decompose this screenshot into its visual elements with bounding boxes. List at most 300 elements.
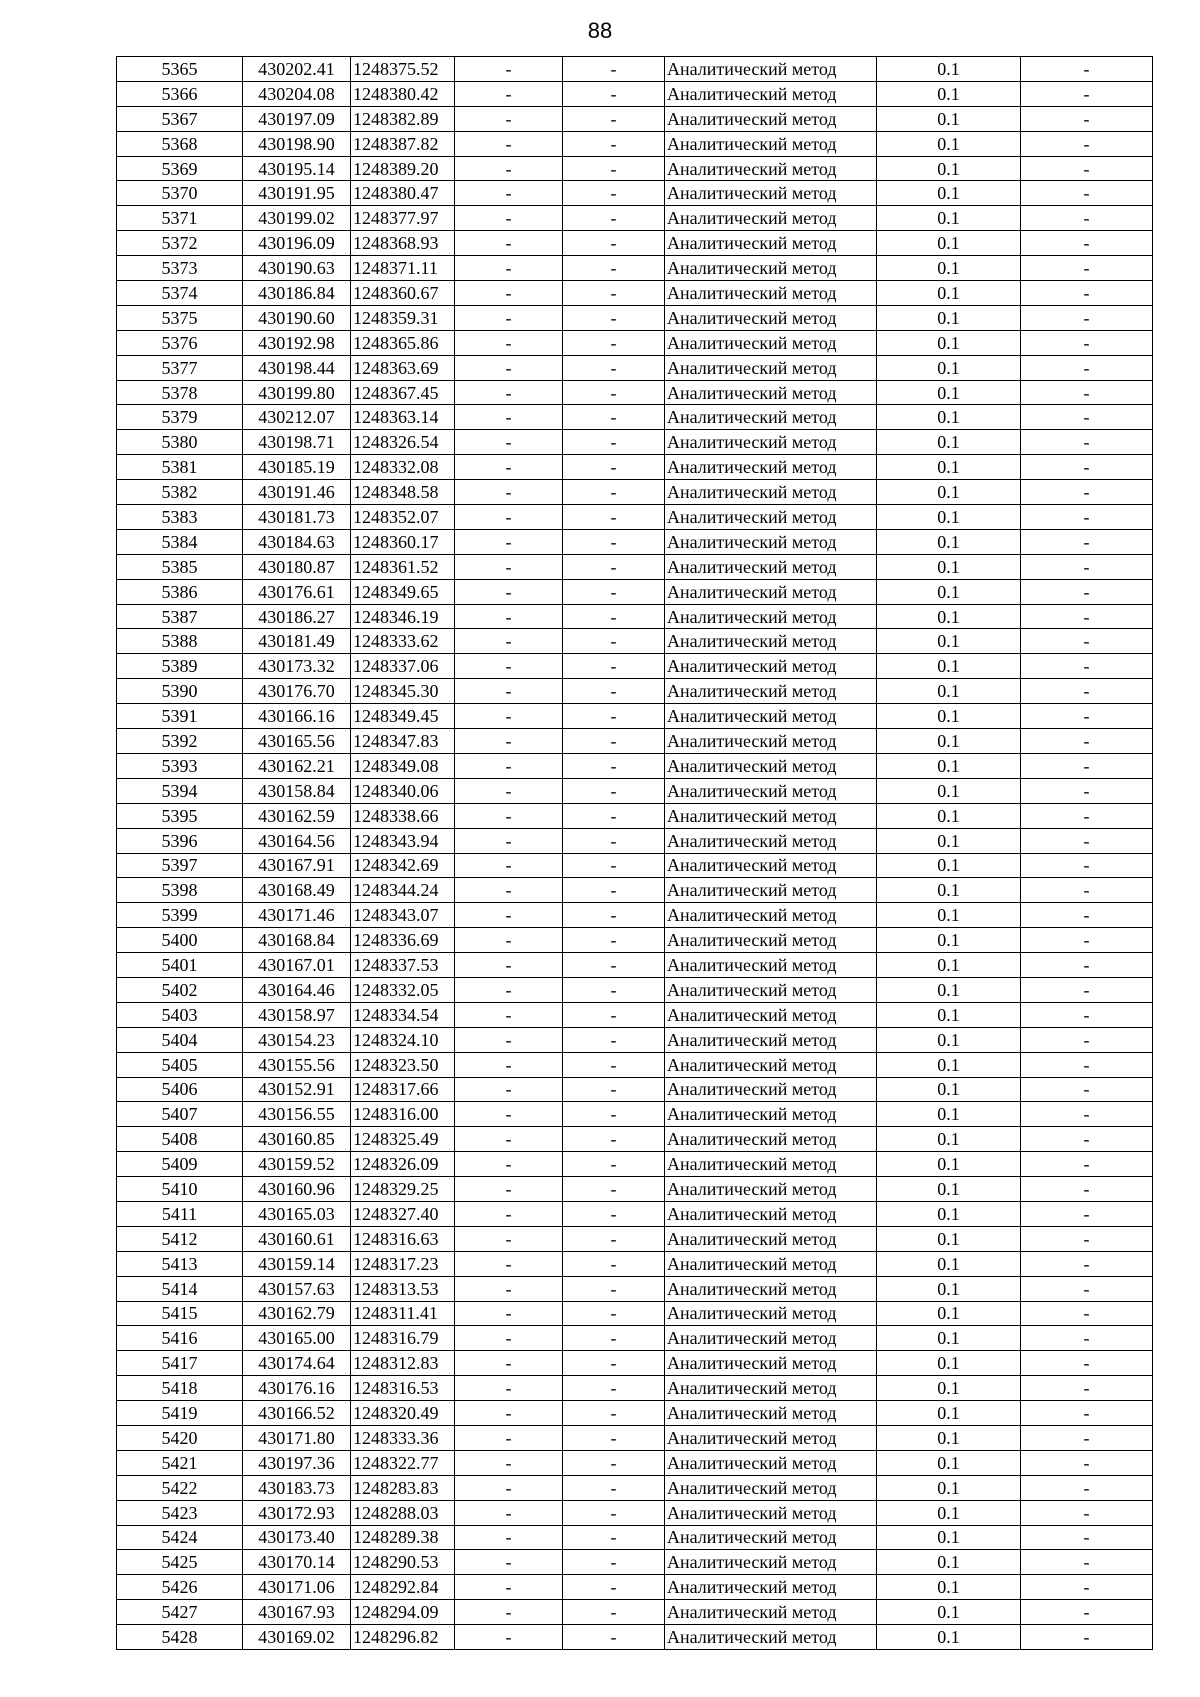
dash-cell: - <box>563 977 665 1002</box>
accuracy-cell: 0.1 <box>877 1002 1021 1027</box>
dash-cell: - <box>1021 380 1153 405</box>
dash-cell: - <box>563 803 665 828</box>
dash-cell: - <box>455 480 563 505</box>
dash-cell: - <box>455 753 563 778</box>
x-coordinate-cell: 430165.03 <box>243 1201 351 1226</box>
table-row <box>117 1525 1153 1550</box>
point-number-cell: 5397 <box>117 853 243 878</box>
dash-cell: - <box>563 1102 665 1127</box>
point-number-cell: 5405 <box>117 1052 243 1077</box>
y-coordinate-cell: 1248360.67 <box>351 281 455 306</box>
y-coordinate-cell: 1248349.65 <box>351 579 455 604</box>
dash-cell: - <box>1021 405 1153 430</box>
point-number-cell: 5408 <box>117 1127 243 1152</box>
dash-cell: - <box>1021 106 1153 131</box>
x-coordinate-cell: 430162.59 <box>243 803 351 828</box>
y-coordinate-cell: 1248377.97 <box>351 206 455 231</box>
dash-cell: - <box>563 1201 665 1226</box>
table-row <box>117 853 1153 878</box>
x-coordinate-cell: 430176.70 <box>243 679 351 704</box>
dash-cell: - <box>563 529 665 554</box>
method-cell: Аналитический метод <box>665 1500 877 1525</box>
x-coordinate-cell: 430158.97 <box>243 1002 351 1027</box>
dash-cell: - <box>1021 355 1153 380</box>
dash-cell: - <box>563 355 665 380</box>
method-cell: Аналитический метод <box>665 305 877 330</box>
accuracy-cell: 0.1 <box>877 231 1021 256</box>
x-coordinate-cell: 430167.93 <box>243 1600 351 1625</box>
accuracy-cell: 0.1 <box>877 1326 1021 1351</box>
dash-cell: - <box>455 903 563 928</box>
method-cell: Аналитический метод <box>665 1177 877 1202</box>
dash-cell: - <box>455 1027 563 1052</box>
accuracy-cell: 0.1 <box>877 1475 1021 1500</box>
accuracy-cell: 0.1 <box>877 1625 1021 1650</box>
dash-cell: - <box>563 131 665 156</box>
dash-cell: - <box>455 1525 563 1550</box>
dash-cell: - <box>1021 1575 1153 1600</box>
method-cell: Аналитический метод <box>665 455 877 480</box>
method-cell: Аналитический метод <box>665 1450 877 1475</box>
x-coordinate-cell: 430181.49 <box>243 629 351 654</box>
table-row <box>117 256 1153 281</box>
method-cell: Аналитический метод <box>665 1251 877 1276</box>
point-number-cell: 5398 <box>117 878 243 903</box>
y-coordinate-cell: 1248296.82 <box>351 1625 455 1650</box>
table-row <box>117 1575 1153 1600</box>
accuracy-cell: 0.1 <box>877 206 1021 231</box>
point-number-cell: 5384 <box>117 529 243 554</box>
dash-cell: - <box>1021 1226 1153 1251</box>
method-cell: Аналитический метод <box>665 1525 877 1550</box>
y-coordinate-cell: 1248347.83 <box>351 729 455 754</box>
y-coordinate-cell: 1248288.03 <box>351 1500 455 1525</box>
y-coordinate-cell: 1248345.30 <box>351 679 455 704</box>
point-number-cell: 5403 <box>117 1002 243 1027</box>
x-coordinate-cell: 430180.87 <box>243 554 351 579</box>
dash-cell: - <box>1021 729 1153 754</box>
x-coordinate-cell: 430172.93 <box>243 1500 351 1525</box>
method-cell: Аналитический метод <box>665 1625 877 1650</box>
method-cell: Аналитический метод <box>665 430 877 455</box>
method-cell: Аналитический метод <box>665 953 877 978</box>
accuracy-cell: 0.1 <box>877 654 1021 679</box>
method-cell: Аналитический метод <box>665 1201 877 1226</box>
accuracy-cell: 0.1 <box>877 1401 1021 1426</box>
x-coordinate-cell: 430185.19 <box>243 455 351 480</box>
y-coordinate-cell: 1248352.07 <box>351 505 455 530</box>
method-cell: Аналитический метод <box>665 1027 877 1052</box>
dash-cell: - <box>455 1102 563 1127</box>
accuracy-cell: 0.1 <box>877 629 1021 654</box>
point-number-cell: 5379 <box>117 405 243 430</box>
x-coordinate-cell: 430162.21 <box>243 753 351 778</box>
method-cell: Аналитический метод <box>665 878 877 903</box>
dash-cell: - <box>1021 1002 1153 1027</box>
x-coordinate-cell: 430212.07 <box>243 405 351 430</box>
dash-cell: - <box>455 1625 563 1650</box>
method-cell: Аналитический метод <box>665 505 877 530</box>
y-coordinate-cell: 1248332.08 <box>351 455 455 480</box>
table-row <box>117 1301 1153 1326</box>
dash-cell: - <box>1021 1251 1153 1276</box>
table-row <box>117 1401 1153 1426</box>
y-coordinate-cell: 1248348.58 <box>351 480 455 505</box>
method-cell: Аналитический метод <box>665 729 877 754</box>
table-row <box>117 1201 1153 1226</box>
table-row <box>117 1276 1153 1301</box>
dash-cell: - <box>1021 131 1153 156</box>
point-number-cell: 5382 <box>117 480 243 505</box>
dash-cell: - <box>1021 1102 1153 1127</box>
y-coordinate-cell: 1248368.93 <box>351 231 455 256</box>
dash-cell: - <box>455 380 563 405</box>
dash-cell: - <box>1021 430 1153 455</box>
coordinates-table <box>116 56 1153 1650</box>
point-number-cell: 5367 <box>117 106 243 131</box>
table-row <box>117 1625 1153 1650</box>
table-row <box>117 505 1153 530</box>
dash-cell: - <box>1021 1525 1153 1550</box>
dash-cell: - <box>563 778 665 803</box>
dash-cell: - <box>563 679 665 704</box>
table-row <box>117 878 1153 903</box>
accuracy-cell: 0.1 <box>877 1077 1021 1102</box>
dash-cell: - <box>563 629 665 654</box>
dash-cell: - <box>455 430 563 455</box>
dash-cell: - <box>563 753 665 778</box>
dash-cell: - <box>563 1027 665 1052</box>
dash-cell: - <box>1021 1475 1153 1500</box>
dash-cell: - <box>455 529 563 554</box>
accuracy-cell: 0.1 <box>877 330 1021 355</box>
dash-cell: - <box>563 405 665 430</box>
method-cell: Аналитический метод <box>665 281 877 306</box>
method-cell: Аналитический метод <box>665 480 877 505</box>
dash-cell: - <box>455 604 563 629</box>
x-coordinate-cell: 430197.36 <box>243 1450 351 1475</box>
y-coordinate-cell: 1248323.50 <box>351 1052 455 1077</box>
table-row <box>117 1500 1153 1525</box>
accuracy-cell: 0.1 <box>877 729 1021 754</box>
dash-cell: - <box>455 1376 563 1401</box>
x-coordinate-cell: 430157.63 <box>243 1276 351 1301</box>
point-number-cell: 5380 <box>117 430 243 455</box>
point-number-cell: 5387 <box>117 604 243 629</box>
point-number-cell: 5413 <box>117 1251 243 1276</box>
dash-cell: - <box>455 81 563 106</box>
accuracy-cell: 0.1 <box>877 81 1021 106</box>
dash-cell: - <box>455 1077 563 1102</box>
point-number-cell: 5412 <box>117 1226 243 1251</box>
x-coordinate-cell: 430155.56 <box>243 1052 351 1077</box>
x-coordinate-cell: 430168.49 <box>243 878 351 903</box>
point-number-cell: 5394 <box>117 778 243 803</box>
y-coordinate-cell: 1248387.82 <box>351 131 455 156</box>
dash-cell: - <box>563 1525 665 1550</box>
dash-cell: - <box>563 156 665 181</box>
table-row <box>117 953 1153 978</box>
dash-cell: - <box>563 1351 665 1376</box>
dash-cell: - <box>563 654 665 679</box>
table-row <box>117 355 1153 380</box>
x-coordinate-cell: 430176.61 <box>243 579 351 604</box>
table-row <box>117 1475 1153 1500</box>
accuracy-cell: 0.1 <box>877 803 1021 828</box>
x-coordinate-cell: 430173.40 <box>243 1525 351 1550</box>
table-row <box>117 679 1153 704</box>
x-coordinate-cell: 430192.98 <box>243 330 351 355</box>
dash-cell: - <box>1021 1177 1153 1202</box>
accuracy-cell: 0.1 <box>877 704 1021 729</box>
point-number-cell: 5417 <box>117 1351 243 1376</box>
x-coordinate-cell: 430191.46 <box>243 480 351 505</box>
dash-cell: - <box>1021 1152 1153 1177</box>
dash-cell: - <box>563 1425 665 1450</box>
dash-cell: - <box>563 604 665 629</box>
y-coordinate-cell: 1248375.52 <box>351 57 455 82</box>
x-coordinate-cell: 430186.27 <box>243 604 351 629</box>
dash-cell: - <box>455 1301 563 1326</box>
accuracy-cell: 0.1 <box>877 131 1021 156</box>
y-coordinate-cell: 1248322.77 <box>351 1450 455 1475</box>
accuracy-cell: 0.1 <box>877 1052 1021 1077</box>
x-coordinate-cell: 430159.52 <box>243 1152 351 1177</box>
x-coordinate-cell: 430191.95 <box>243 181 351 206</box>
dash-cell: - <box>563 1251 665 1276</box>
dash-cell: - <box>563 455 665 480</box>
method-cell: Аналитический метод <box>665 778 877 803</box>
method-cell: Аналитический метод <box>665 256 877 281</box>
method-cell: Аналитический метод <box>665 903 877 928</box>
dash-cell: - <box>563 81 665 106</box>
accuracy-cell: 0.1 <box>877 355 1021 380</box>
method-cell: Аналитический метод <box>665 1052 877 1077</box>
y-coordinate-cell: 1248326.09 <box>351 1152 455 1177</box>
dash-cell: - <box>563 1326 665 1351</box>
dash-cell: - <box>455 355 563 380</box>
accuracy-cell: 0.1 <box>877 1575 1021 1600</box>
dash-cell: - <box>455 1500 563 1525</box>
y-coordinate-cell: 1248382.89 <box>351 106 455 131</box>
dash-cell: - <box>455 1251 563 1276</box>
dash-cell: - <box>1021 57 1153 82</box>
accuracy-cell: 0.1 <box>877 977 1021 1002</box>
y-coordinate-cell: 1248346.19 <box>351 604 455 629</box>
point-number-cell: 5375 <box>117 305 243 330</box>
dash-cell: - <box>563 1625 665 1650</box>
dash-cell: - <box>563 330 665 355</box>
dash-cell: - <box>455 1575 563 1600</box>
point-number-cell: 5369 <box>117 156 243 181</box>
method-cell: Аналитический метод <box>665 1301 877 1326</box>
dash-cell: - <box>563 554 665 579</box>
accuracy-cell: 0.1 <box>877 579 1021 604</box>
x-coordinate-cell: 430198.44 <box>243 355 351 380</box>
dash-cell: - <box>455 1226 563 1251</box>
x-coordinate-cell: 430165.00 <box>243 1326 351 1351</box>
table-row <box>117 57 1153 82</box>
x-coordinate-cell: 430202.41 <box>243 57 351 82</box>
accuracy-cell: 0.1 <box>877 1550 1021 1575</box>
dash-cell: - <box>563 430 665 455</box>
table-row <box>117 330 1153 355</box>
table-row <box>117 1226 1153 1251</box>
dash-cell: - <box>1021 753 1153 778</box>
point-number-cell: 5428 <box>117 1625 243 1650</box>
dash-cell: - <box>455 1177 563 1202</box>
table-row <box>117 928 1153 953</box>
dash-cell: - <box>455 1152 563 1177</box>
dash-cell: - <box>1021 1401 1153 1426</box>
accuracy-cell: 0.1 <box>877 1276 1021 1301</box>
point-number-cell: 5399 <box>117 903 243 928</box>
dash-cell: - <box>455 57 563 82</box>
method-cell: Аналитический метод <box>665 654 877 679</box>
x-coordinate-cell: 430198.71 <box>243 430 351 455</box>
dash-cell: - <box>1021 903 1153 928</box>
y-coordinate-cell: 1248316.63 <box>351 1226 455 1251</box>
table-row <box>117 181 1153 206</box>
dash-cell: - <box>455 828 563 853</box>
y-coordinate-cell: 1248327.40 <box>351 1201 455 1226</box>
dash-cell: - <box>563 281 665 306</box>
y-coordinate-cell: 1248333.62 <box>351 629 455 654</box>
accuracy-cell: 0.1 <box>877 1425 1021 1450</box>
y-coordinate-cell: 1248312.83 <box>351 1351 455 1376</box>
x-coordinate-cell: 430183.73 <box>243 1475 351 1500</box>
dash-cell: - <box>455 1425 563 1450</box>
table-row <box>117 1600 1153 1625</box>
y-coordinate-cell: 1248344.24 <box>351 878 455 903</box>
dash-cell: - <box>563 1600 665 1625</box>
y-coordinate-cell: 1248329.25 <box>351 1177 455 1202</box>
point-number-cell: 5414 <box>117 1276 243 1301</box>
dash-cell: - <box>455 579 563 604</box>
table-row <box>117 156 1153 181</box>
point-number-cell: 5424 <box>117 1525 243 1550</box>
dash-cell: - <box>1021 181 1153 206</box>
dash-cell: - <box>455 554 563 579</box>
table-row <box>117 704 1153 729</box>
dash-cell: - <box>1021 704 1153 729</box>
dash-cell: - <box>1021 81 1153 106</box>
point-number-cell: 5370 <box>117 181 243 206</box>
dash-cell: - <box>1021 1127 1153 1152</box>
point-number-cell: 5426 <box>117 1575 243 1600</box>
table-row <box>117 604 1153 629</box>
table-row <box>117 1376 1153 1401</box>
x-coordinate-cell: 430199.80 <box>243 380 351 405</box>
method-cell: Аналитический метод <box>665 330 877 355</box>
method-cell: Аналитический метод <box>665 1276 877 1301</box>
y-coordinate-cell: 1248367.45 <box>351 380 455 405</box>
point-number-cell: 5389 <box>117 654 243 679</box>
method-cell: Аналитический метод <box>665 679 877 704</box>
dash-cell: - <box>455 405 563 430</box>
dash-cell: - <box>455 1475 563 1500</box>
point-number-cell: 5421 <box>117 1450 243 1475</box>
method-cell: Аналитический метод <box>665 156 877 181</box>
method-cell: Аналитический метод <box>665 355 877 380</box>
x-coordinate-cell: 430171.06 <box>243 1575 351 1600</box>
dash-cell: - <box>1021 1077 1153 1102</box>
dash-cell: - <box>1021 629 1153 654</box>
dash-cell: - <box>455 1326 563 1351</box>
accuracy-cell: 0.1 <box>877 1102 1021 1127</box>
x-coordinate-cell: 430168.84 <box>243 928 351 953</box>
dash-cell: - <box>563 1127 665 1152</box>
x-coordinate-cell: 430159.14 <box>243 1251 351 1276</box>
method-cell: Аналитический метод <box>665 1575 877 1600</box>
dash-cell: - <box>563 256 665 281</box>
x-coordinate-cell: 430184.63 <box>243 529 351 554</box>
x-coordinate-cell: 430196.09 <box>243 231 351 256</box>
table-row <box>117 231 1153 256</box>
table-row <box>117 1177 1153 1202</box>
method-cell: Аналитический метод <box>665 1127 877 1152</box>
dash-cell: - <box>455 181 563 206</box>
table-row <box>117 480 1153 505</box>
dash-cell: - <box>455 305 563 330</box>
accuracy-cell: 0.1 <box>877 604 1021 629</box>
method-cell: Аналитический метод <box>665 629 877 654</box>
point-number-cell: 5407 <box>117 1102 243 1127</box>
y-coordinate-cell: 1248361.52 <box>351 554 455 579</box>
table-row <box>117 430 1153 455</box>
accuracy-cell: 0.1 <box>877 903 1021 928</box>
dash-cell: - <box>1021 977 1153 1002</box>
dash-cell: - <box>455 704 563 729</box>
dash-cell: - <box>1021 803 1153 828</box>
x-coordinate-cell: 430160.61 <box>243 1226 351 1251</box>
y-coordinate-cell: 1248349.08 <box>351 753 455 778</box>
dash-cell: - <box>563 380 665 405</box>
dash-cell: - <box>1021 1550 1153 1575</box>
accuracy-cell: 0.1 <box>877 1525 1021 1550</box>
point-number-cell: 5416 <box>117 1326 243 1351</box>
y-coordinate-cell: 1248389.20 <box>351 156 455 181</box>
dash-cell: - <box>563 878 665 903</box>
dash-cell: - <box>1021 679 1153 704</box>
y-coordinate-cell: 1248333.36 <box>351 1425 455 1450</box>
table-row <box>117 1251 1153 1276</box>
accuracy-cell: 0.1 <box>877 529 1021 554</box>
accuracy-cell: 0.1 <box>877 1177 1021 1202</box>
point-number-cell: 5415 <box>117 1301 243 1326</box>
y-coordinate-cell: 1248380.47 <box>351 181 455 206</box>
point-number-cell: 5376 <box>117 330 243 355</box>
point-number-cell: 5392 <box>117 729 243 754</box>
point-number-cell: 5396 <box>117 828 243 853</box>
dash-cell: - <box>455 654 563 679</box>
y-coordinate-cell: 1248316.00 <box>351 1102 455 1127</box>
dash-cell: - <box>455 679 563 704</box>
dash-cell: - <box>563 1500 665 1525</box>
dash-cell: - <box>455 778 563 803</box>
dash-cell: - <box>1021 1301 1153 1326</box>
accuracy-cell: 0.1 <box>877 106 1021 131</box>
method-cell: Аналитический метод <box>665 1077 877 1102</box>
x-coordinate-cell: 430199.02 <box>243 206 351 231</box>
dash-cell: - <box>1021 231 1153 256</box>
dash-cell: - <box>563 853 665 878</box>
method-cell: Аналитический метод <box>665 1376 877 1401</box>
table-row <box>117 1052 1153 1077</box>
y-coordinate-cell: 1248316.79 <box>351 1326 455 1351</box>
table-row <box>117 106 1153 131</box>
table-row <box>117 1102 1153 1127</box>
